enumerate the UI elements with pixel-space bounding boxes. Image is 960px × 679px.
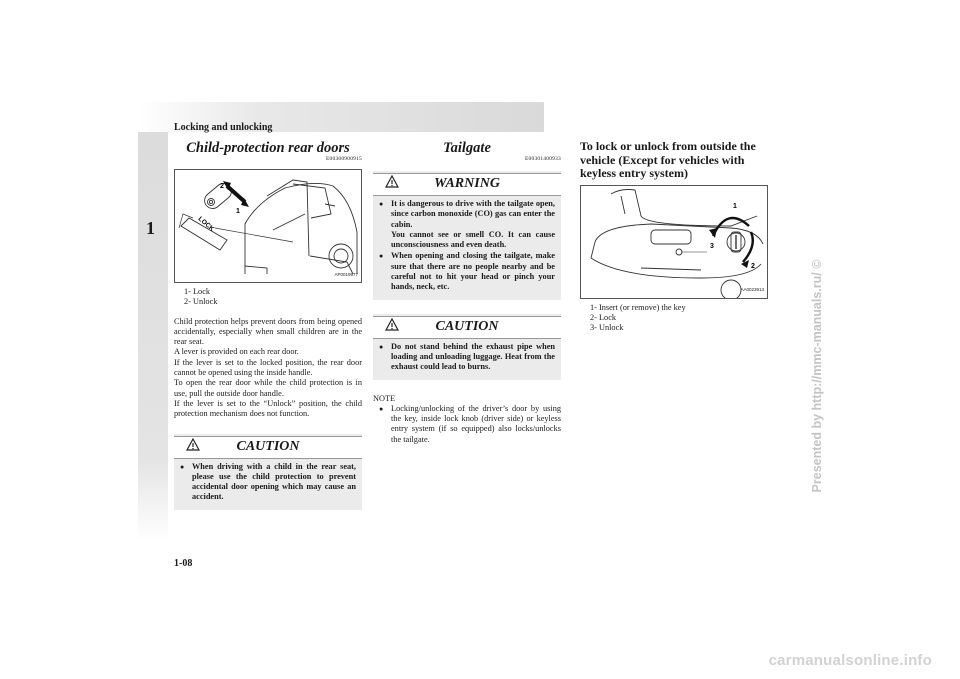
warning-box <box>373 171 561 300</box>
tailgate-code: E00301400933 <box>524 156 561 162</box>
figure-label-lock: LOCK <box>196 215 216 233</box>
legend-item: 1- Insert (or remove) the key <box>590 302 686 312</box>
tailgate-lock-illustration <box>581 186 767 298</box>
body-paragraph: Child protection helps prevent doors from being opened accidentally, especially when small children are in the rear seat. <box>174 316 362 347</box>
outside-lock-section <box>580 140 768 333</box>
child-protection-title: Child-protection rear doors <box>186 140 350 156</box>
figure-label-2: 2 <box>751 262 755 270</box>
figure-code: AP0019577 <box>334 271 358 277</box>
caution-item: ● When driving with a child in the rear seat, please use the child protection to prevent accidental door opening which may cause an accident. <box>180 462 356 503</box>
figure-label-3: 3 <box>710 242 714 250</box>
warning-item: ● When opening and closing the tailgate, make sure that there are no people nearby and be careful not to hit your head or pinch your hands, neck, etc. <box>379 251 555 292</box>
side-watermark: Presented by http://mmc-manuals.ru/ © <box>810 259 824 493</box>
caution-item: ● Do not stand behind the exhaust pipe when loading and unloading luggage. Heat from the exhaust could lead to burns. <box>379 342 555 373</box>
caution-title: CAUTION <box>236 438 300 454</box>
chapter-number: 1 <box>146 218 155 238</box>
child-lock-illustration <box>175 170 361 282</box>
child-protection-code: E00300900915 <box>325 156 362 162</box>
tailgate-title: Tailgate <box>443 140 491 156</box>
tailgate-section <box>373 140 561 445</box>
legend-item: 2- Unlock <box>184 297 218 307</box>
warning-item: ● It is dangerous to drive with the tailgate open, since carbon monoxide (CO) gas can enter the cabin. You cannot see or smell CO. It can cause unconsciousness and even death. <box>379 199 555 250</box>
caution-box <box>373 314 561 380</box>
caution-title: CAUTION <box>435 318 499 334</box>
section-header: Locking and unlocking <box>174 122 273 133</box>
outside-lock-legend <box>590 303 768 334</box>
body-paragraph: To open the rear door while the child protection is in use, pull the outside door handle. <box>174 378 362 398</box>
figure-label-1: 1 <box>733 202 737 210</box>
child-lock-legend <box>184 287 362 308</box>
outside-lock-title: To lock or unlock from outside the vehicle (Except for vehicles with keyless entry system) <box>580 139 756 180</box>
body-paragraph: If the lever is set to the “Unlock” position, the child protection mechanism does not function. <box>174 398 362 419</box>
body-paragraph: If the lever is set to the locked position, the rear door cannot be opened using the inside handle. <box>174 357 362 378</box>
figure-code: AA0023913 <box>740 287 764 293</box>
child-protection-section <box>174 140 362 510</box>
figure-label-2: 2 <box>220 183 224 190</box>
chapter-tab <box>138 132 168 542</box>
child-lock-figure <box>174 169 362 283</box>
caution-box <box>174 434 362 510</box>
note-item: ● Locking/unlocking of the driver’s door by using the key, inside lock knob (driver side) or keyless entry system (if so equipped) also locks/unlocks the tailgate. <box>379 404 561 445</box>
figure-label-1: 1 <box>236 208 240 215</box>
warning-title: WARNING <box>434 176 500 191</box>
footer-watermark: carmanualsonline.info <box>768 652 932 669</box>
body-paragraph: A lever is provided on each rear door. <box>174 347 299 357</box>
child-protection-body <box>174 317 362 420</box>
note-label: NOTE <box>373 393 396 403</box>
legend-item: 1- Lock <box>184 287 211 296</box>
legend-item: 3- Unlock <box>590 323 624 333</box>
legend-item: 2- Lock <box>590 312 617 322</box>
page-number: 1-08 <box>174 558 193 569</box>
tailgate-lock-figure <box>580 185 768 299</box>
